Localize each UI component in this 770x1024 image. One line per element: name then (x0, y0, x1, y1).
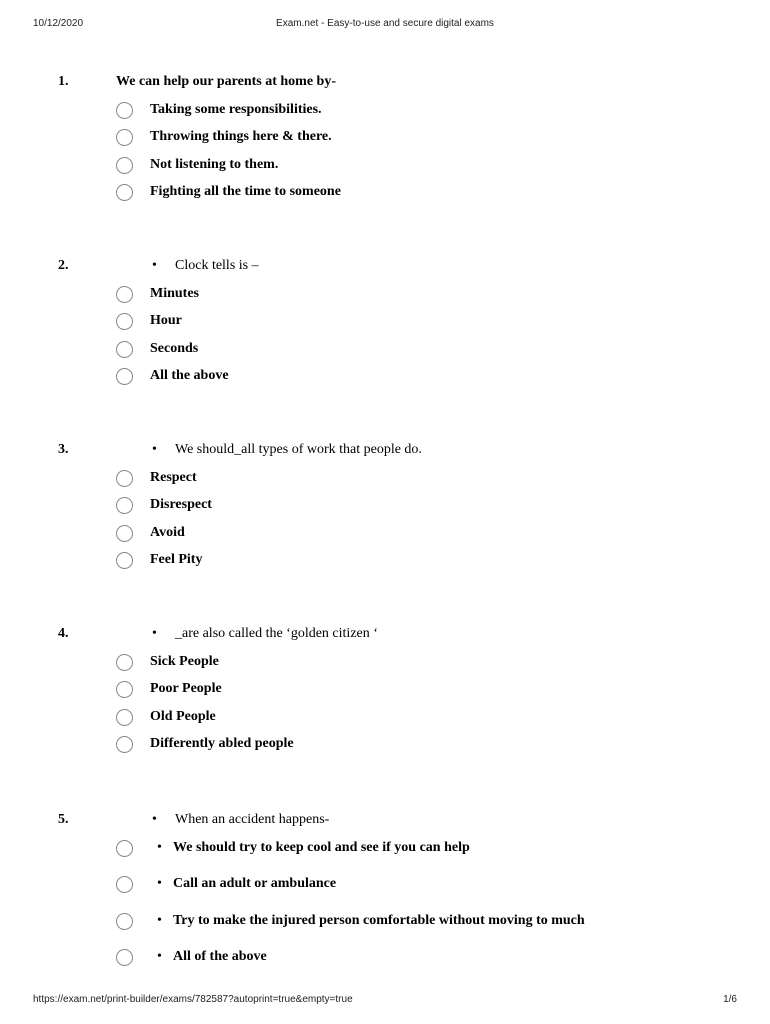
footer-url: https://exam.net/print-builder/exams/782587?autoprint=true&empty=true (33, 994, 353, 1005)
option-label: Not listening to them. (150, 157, 279, 172)
print-date: 10/12/2020 (33, 18, 84, 29)
answer-option[interactable] (116, 311, 182, 331)
option-label: • Call an adult or ambulance (173, 876, 336, 892)
answer-option[interactable] (116, 838, 470, 858)
option-label: Seconds (150, 341, 199, 356)
answer-option[interactable] (116, 182, 341, 202)
option-label: Poor People (150, 681, 222, 696)
option-label: Throwing things here & there. (150, 129, 332, 144)
radio-button[interactable] (116, 525, 133, 542)
question-number: 2. (58, 258, 69, 273)
option-label: Feel Pity (150, 552, 203, 567)
option-label: Sick People (150, 654, 219, 669)
option-label: • We should try to keep cool and see if you can help (173, 840, 470, 856)
answer-option[interactable] (116, 734, 294, 754)
radio-button[interactable] (116, 470, 133, 487)
option-label: All the above (150, 368, 229, 383)
answer-option[interactable] (116, 100, 322, 120)
option-label: Old People (150, 709, 216, 724)
option-label: Fighting all the time to someone (150, 184, 341, 199)
question-number: 3. (58, 442, 69, 457)
radio-button[interactable] (116, 681, 133, 698)
page-number: 1/6 (723, 994, 737, 1005)
option-label: Hour (150, 313, 182, 328)
answer-option[interactable] (116, 155, 279, 175)
option-label: • All of the above (173, 949, 267, 965)
radio-button[interactable] (116, 368, 133, 385)
radio-button[interactable] (116, 286, 133, 303)
option-label: • Try to make the injured person comfortable without moving to much (173, 913, 585, 929)
radio-button[interactable] (116, 129, 133, 146)
question-text: We can help our parents at home by- (116, 74, 336, 89)
option-label: Differently abled people (150, 736, 294, 751)
radio-button[interactable] (116, 709, 133, 726)
page-title: Exam.net - Easy-to-use and secure digital exams (276, 18, 494, 29)
answer-option[interactable] (116, 284, 199, 304)
answer-option[interactable] (116, 550, 203, 570)
answer-option[interactable] (116, 468, 197, 488)
radio-button[interactable] (116, 497, 133, 514)
radio-button[interactable] (116, 341, 133, 358)
answer-option[interactable] (116, 652, 219, 672)
radio-button[interactable] (116, 913, 133, 930)
question-number: 4. (58, 626, 69, 641)
option-label: Avoid (150, 525, 185, 540)
radio-button[interactable] (116, 840, 133, 857)
radio-button[interactable] (116, 552, 133, 569)
option-label: Taking some responsibilities. (150, 102, 322, 117)
answer-option[interactable] (116, 679, 222, 699)
answer-option[interactable] (116, 947, 267, 967)
answer-option[interactable] (116, 495, 212, 515)
radio-button[interactable] (116, 736, 133, 753)
option-label: Minutes (150, 286, 199, 301)
radio-button[interactable] (116, 876, 133, 893)
answer-option[interactable] (116, 911, 585, 931)
question-number: 5. (58, 812, 69, 827)
radio-button[interactable] (116, 654, 133, 671)
answer-option[interactable] (116, 127, 332, 147)
radio-button[interactable] (116, 184, 133, 201)
option-label: Respect (150, 470, 197, 485)
answer-option[interactable] (116, 874, 337, 894)
answer-option[interactable] (116, 523, 185, 543)
answer-option[interactable] (116, 707, 216, 727)
answer-option[interactable] (116, 339, 199, 359)
option-label: Disrespect (150, 497, 212, 512)
radio-button[interactable] (116, 313, 133, 330)
radio-button[interactable] (116, 949, 133, 966)
question-number: 1. (58, 74, 69, 89)
answer-option[interactable] (116, 366, 229, 386)
radio-button[interactable] (116, 102, 133, 119)
radio-button[interactable] (116, 157, 133, 174)
